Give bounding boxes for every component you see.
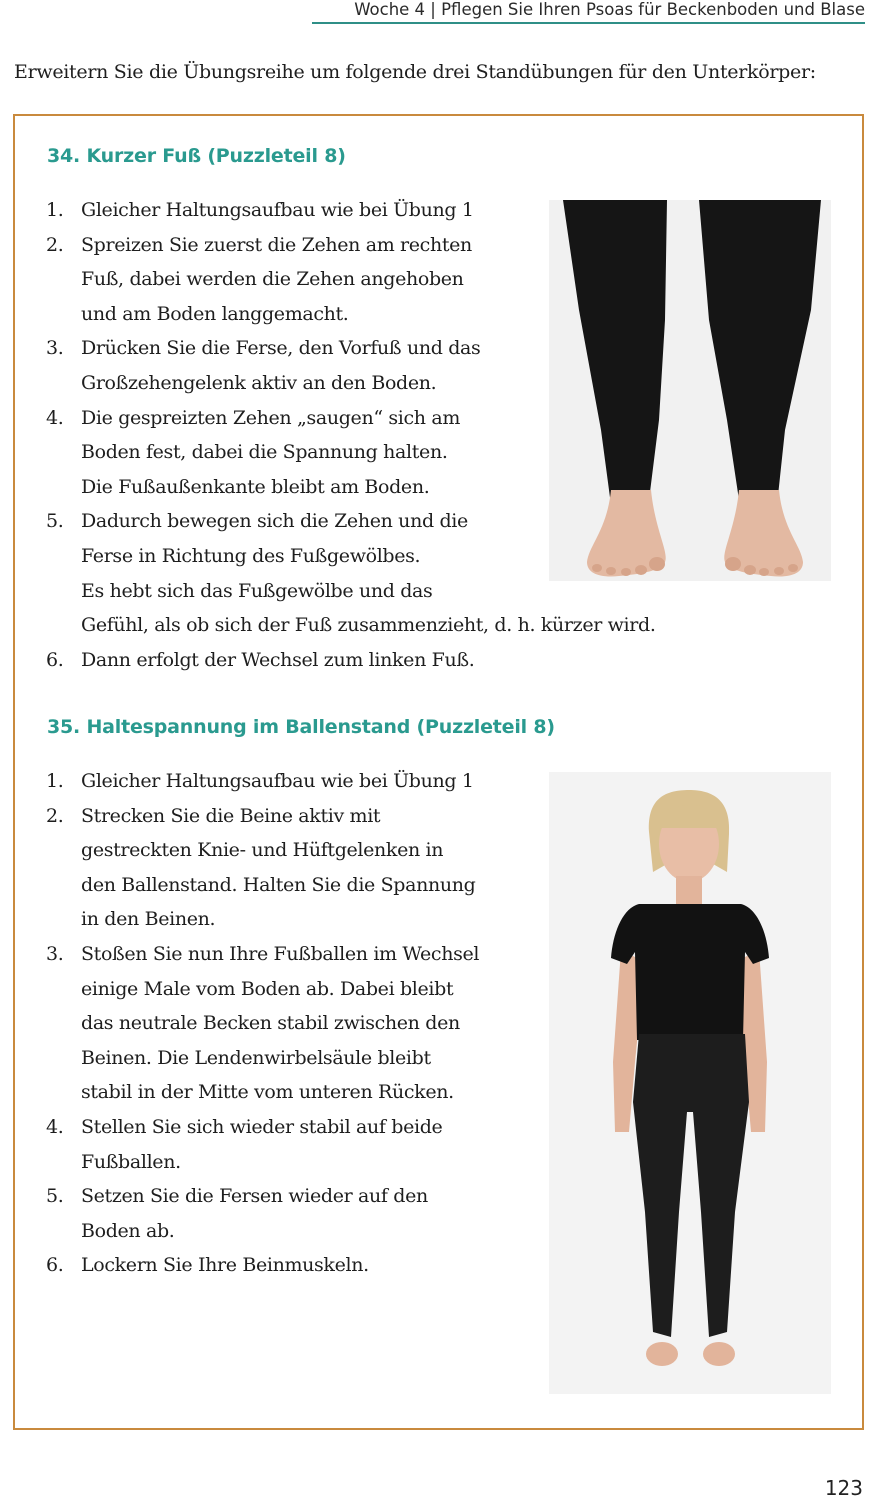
step-text-line: gestreckten Knie- und Hüftgelenken in <box>81 839 444 862</box>
step-number: 3. <box>46 942 64 965</box>
step-number: 6. <box>46 648 64 671</box>
standing-woman-illustration <box>549 772 831 1394</box>
step-number: 2. <box>46 804 64 827</box>
step-text-line: den Ballenstand. Halten Sie die Spannung <box>81 873 476 896</box>
step-number: 4. <box>46 406 64 429</box>
step-text-line: Beinen. Die Lendenwirbelsäule bleibt <box>81 1046 431 1069</box>
page-number: 123 <box>824 1476 863 1500</box>
step-number: 3. <box>46 337 64 360</box>
step-text-line: stabil in der Mitte vom unteren Rücken. <box>81 1081 454 1104</box>
step-item <box>46 1248 479 1283</box>
step-text-line: Fuß, dabei werden die Zehen angehoben <box>81 268 464 291</box>
step-text-line: Stellen Sie sich wieder stabil auf beide <box>81 1115 443 1138</box>
step-item <box>46 799 479 937</box>
header-rule <box>312 22 865 24</box>
standing-woman-photo <box>549 772 831 1394</box>
feet-illustration <box>549 200 831 581</box>
step-text-line: Die gespreizten Zehen „saugen“ sich am <box>81 406 461 429</box>
step-item <box>46 643 656 678</box>
step-text-line: Stoßen Sie nun Ihre Fußballen im Wechsel <box>81 942 480 965</box>
step-item <box>46 764 479 799</box>
step-text-line: Gefühl, als ob sich der Fuß zusammenzieht, d. h. kürzer wird. <box>81 614 656 637</box>
step-item <box>46 937 479 1110</box>
step-text-line: Dann erfolgt der Wechsel zum linken Fuß. <box>81 648 475 671</box>
step-text-line: Boden ab. <box>81 1219 175 1242</box>
step-number: 6. <box>46 1254 64 1277</box>
step-text-line: Strecken Sie die Beine aktiv mit <box>81 804 381 827</box>
step-number: 1. <box>46 770 64 792</box>
step-number: 1. <box>46 199 64 221</box>
running-head: Woche 4 | Pflegen Sie Ihren Psoas für Beckenboden und Blase <box>354 0 865 19</box>
step-number: 2. <box>46 233 64 256</box>
step-number: 4. <box>46 1115 64 1138</box>
step-text-line: einige Male vom Boden ab. Dabei bleibt <box>81 977 454 1000</box>
intro-text: Erweitern Sie die Übungsreihe um folgende drei Standübungen für den Unterkörper: <box>14 61 816 83</box>
step-text-line: das neutrale Becken stabil zwischen den <box>81 1012 460 1035</box>
exercise-35-steps <box>46 764 479 1283</box>
step-text-line: Großzehengelenk aktiv an den Boden. <box>81 371 437 394</box>
step-item <box>46 1110 479 1179</box>
step-text-line: Die Fußaußenkante bleibt am Boden. <box>81 475 430 498</box>
feet-photo <box>549 200 831 581</box>
step-text-line: Spreizen Sie zuerst die Zehen am rechten <box>81 233 472 256</box>
step-item <box>46 1179 479 1248</box>
step-text-line: Setzen Sie die Fersen wieder auf den <box>81 1185 428 1208</box>
step-text-line: Ferse in Richtung des Fußgewölbes. <box>81 544 421 567</box>
step-text-line: und am Boden langgemacht. <box>81 302 349 325</box>
step-text-line: Fußballen. <box>81 1150 181 1173</box>
step-text-line: Dadurch bewegen sich die Zehen und die <box>81 510 468 533</box>
exercise-35-title: 35. Haltespannung im Ballenstand (Puzzleteil 8) <box>47 716 555 738</box>
step-text-line: Gleicher Haltungsaufbau wie bei Übung 1 <box>81 770 474 792</box>
step-text-line: Gleicher Haltungsaufbau wie bei Übung 1 <box>81 199 474 221</box>
step-text-line: Lockern Sie Ihre Beinmuskeln. <box>81 1254 369 1277</box>
exercise-34-title: 34. Kurzer Fuß (Puzzleteil 8) <box>47 145 346 167</box>
step-number: 5. <box>46 1185 64 1208</box>
step-text-line: Es hebt sich das Fußgewölbe und das <box>81 579 433 602</box>
step-text-line: Drücken Sie die Ferse, den Vorfuß und das <box>81 337 481 360</box>
step-number: 5. <box>46 510 64 533</box>
step-text-line: in den Beinen. <box>81 908 216 931</box>
step-text-line: Boden fest, dabei die Spannung halten. <box>81 441 448 464</box>
